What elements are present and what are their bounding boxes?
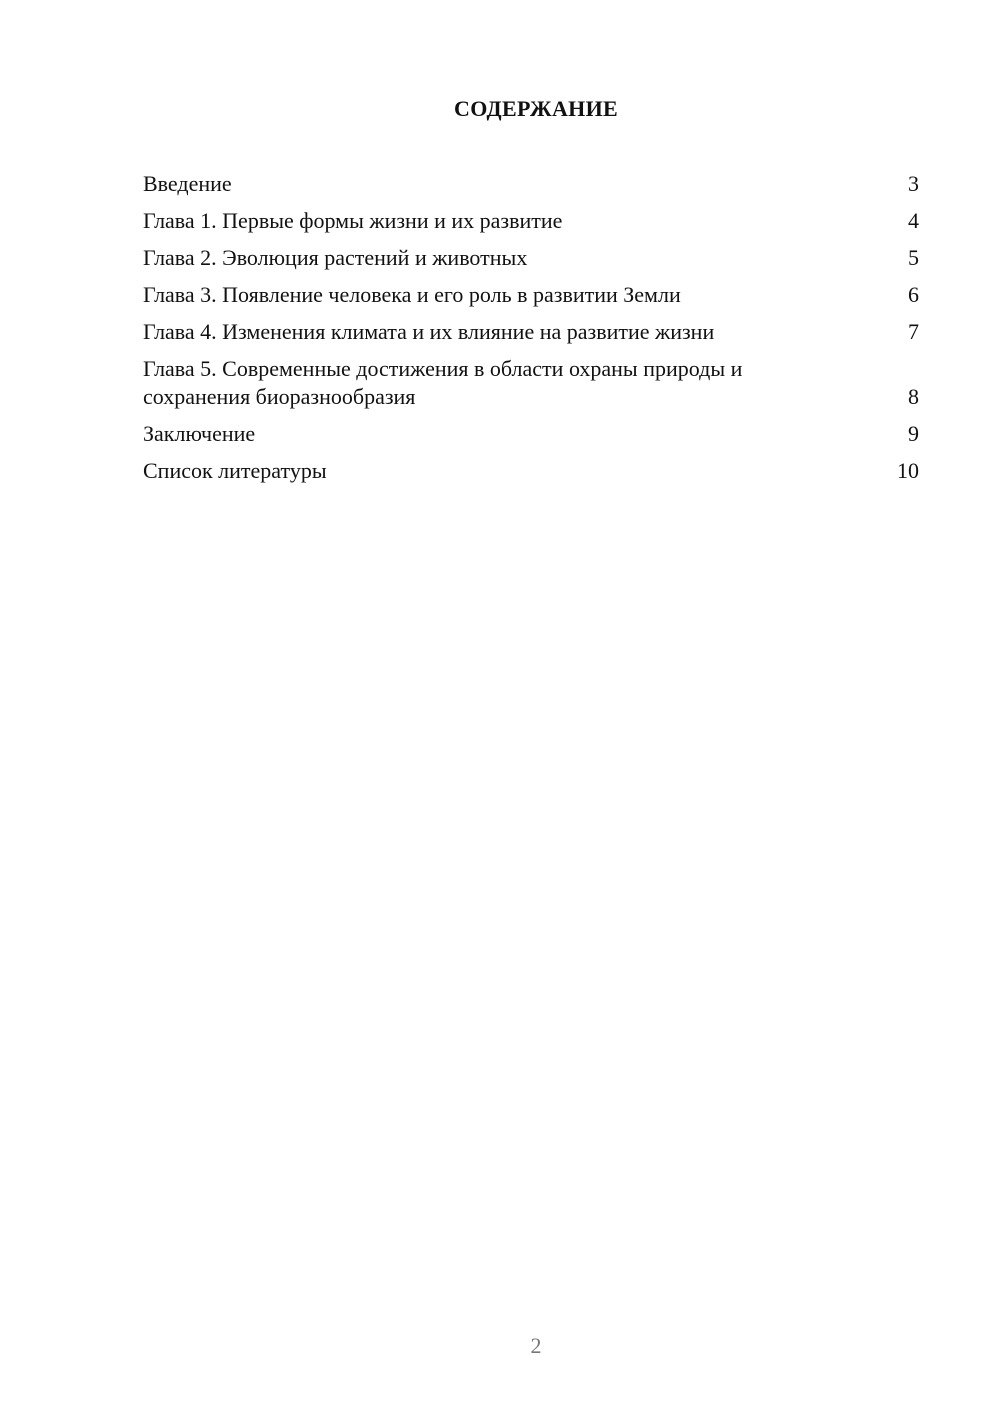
toc-entry-page: 9 xyxy=(908,421,919,446)
toc-entry-references xyxy=(143,457,919,485)
toc-entry-label: Глава 5. Современные достижения в области охраны природы и сохранения биоразнообразия xyxy=(143,356,743,409)
page-number: 2 xyxy=(530,1333,542,1358)
toc-entry-label: Глава 1. Первые формы жизни и их развитие xyxy=(143,208,563,233)
toc-entry-page: 6 xyxy=(908,282,919,307)
toc-entry-chapter-5 xyxy=(143,355,919,411)
toc-entry-page: 4 xyxy=(908,208,919,233)
toc-entry-conclusion xyxy=(143,420,919,448)
toc-entry-page: 8 xyxy=(908,384,919,409)
toc-entry-page: 10 xyxy=(897,458,919,483)
toc-entry-chapter-3 xyxy=(143,281,919,309)
toc-title: СОДЕРЖАНИЕ xyxy=(454,96,618,121)
toc-entry-label: Введение xyxy=(143,171,232,196)
toc-entry-label: Глава 4. Изменения климата и их влияние на развитие жизни xyxy=(143,319,715,344)
toc-entry-label: Глава 3. Появление человека и его роль в развитии Земли xyxy=(143,282,681,307)
toc-entry-chapter-1 xyxy=(143,207,919,235)
toc-entry-page: 5 xyxy=(908,245,919,270)
toc-entry-chapter-4 xyxy=(143,318,919,346)
toc-entry-label: Глава 2. Эволюция растений и животных xyxy=(143,245,528,270)
table-of-contents xyxy=(143,170,919,494)
toc-entry-label: Заключение xyxy=(143,421,256,446)
toc-entry-page: 3 xyxy=(908,171,919,196)
toc-entry-label: Список литературы xyxy=(143,458,327,483)
toc-entry-chapter-2 xyxy=(143,244,919,272)
toc-entry-page: 7 xyxy=(908,319,919,344)
toc-entry-introduction xyxy=(143,170,919,198)
